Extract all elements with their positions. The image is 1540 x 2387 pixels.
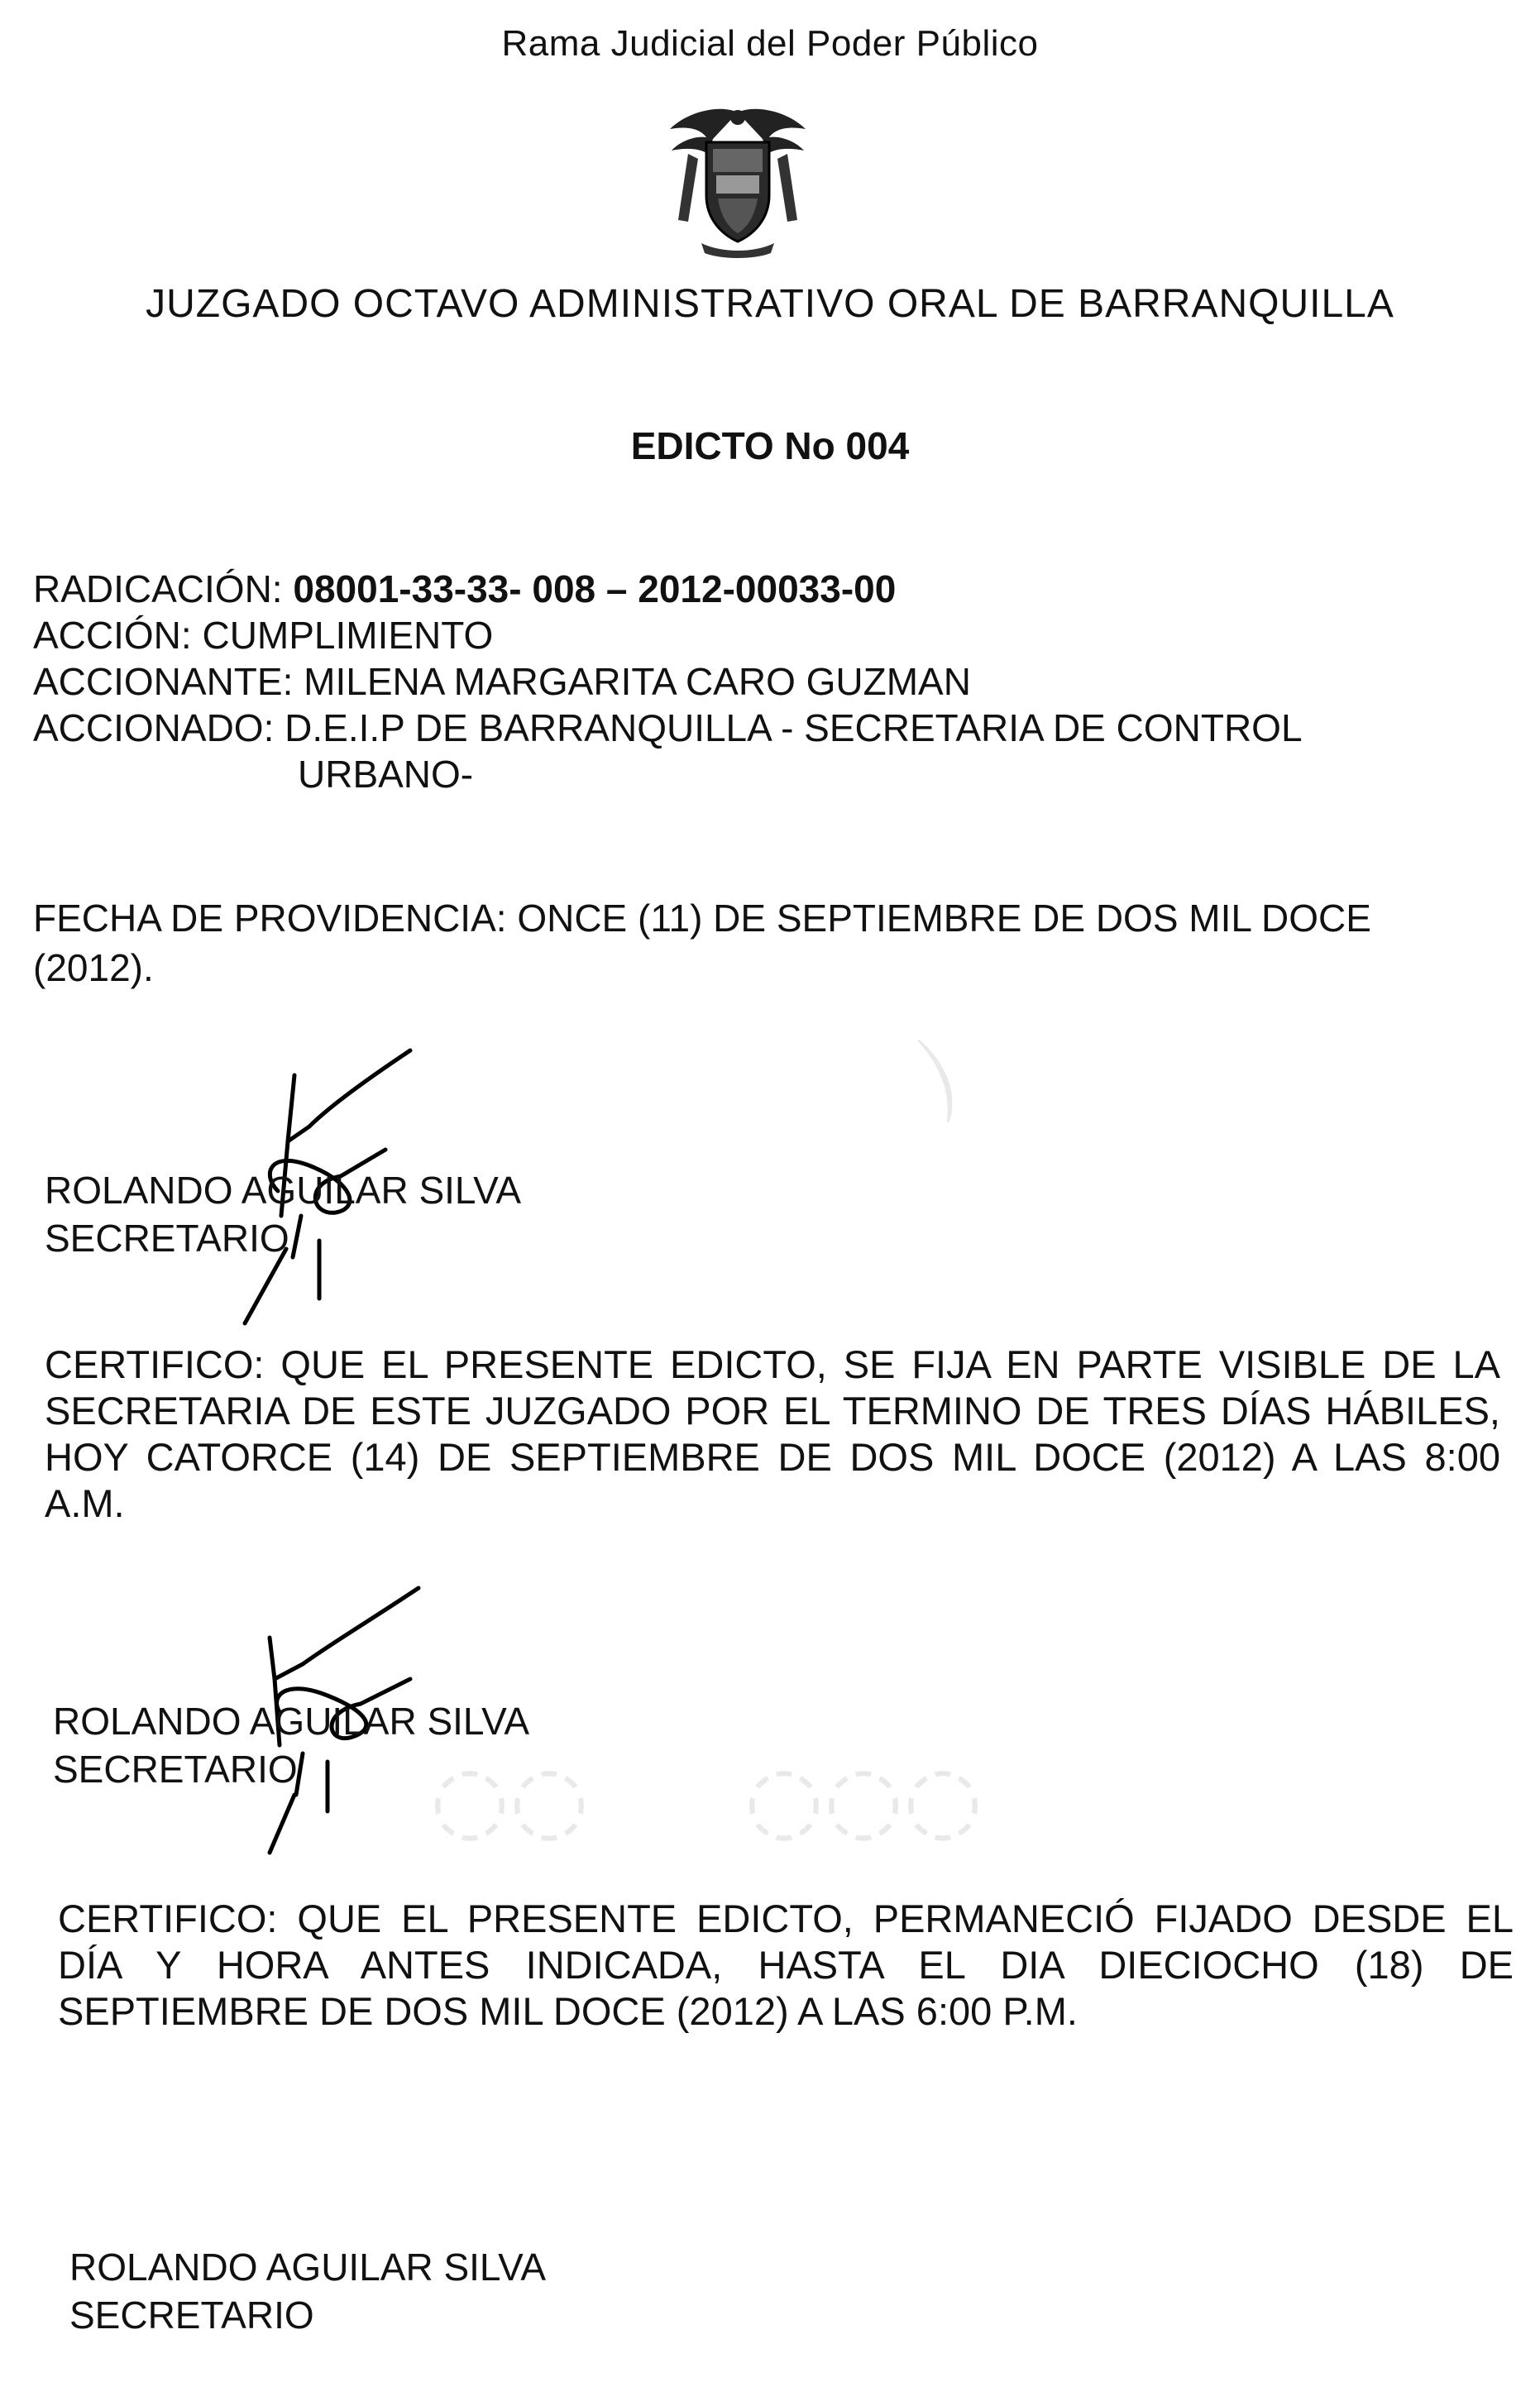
signer-name: ROLANDO AGUILAR SILVA [45, 1169, 522, 1212]
accion-value: CUMPLIMIENTO [202, 614, 494, 657]
radicacion-value: 08001-33-33- 008 – 2012-00033-00 [293, 567, 897, 610]
radicacion-label: RADICACIÓN: [33, 567, 294, 610]
accionado-row-continued [33, 751, 1505, 797]
accion-row [33, 612, 1505, 658]
signer-title: SECRETARIO [53, 1748, 298, 1791]
signature-block-3 [69, 2243, 546, 2339]
accionante-value: MILENA MARGARITA CARO GUZMAN [304, 660, 971, 703]
branch-title: Rama Judicial del Poder Público [501, 23, 1039, 64]
accionante-row [33, 658, 1505, 705]
accionado-value: D.E.I.P DE BARRANQUILLA - SECRETARIA DE CONTROL [285, 706, 1303, 749]
faint-stamp-mark: ◌◌ [430, 1745, 589, 1851]
signature-block-1 [45, 1166, 521, 1262]
certificate-removal: CERTIFICO: QUE EL PRESENTE EDICTO, PERMANECIÓ FIJADO DESDE EL DÍA Y HORA ANTES INDICADA, HASTA EL DIA DIECIOCHO (18) DE SEPTIEMBRE DE DOS MIL DOCE (2012) A LAS 6:00 P.M. [58, 1897, 1514, 2033]
certificate-posting: CERTIFICO: QUE EL PRESENTE EDICTO, SE FIJA EN PARTE VISIBLE DE LA SECRETARIA DE ESTE JUZGADO POR EL TERMINO DE TRES DÍAS HÁBILES, HOY CATORCE (14) DE SEPTIEMBRE DE DOS MIL DOCE (2012) A LAS 8:00 A.M. [45, 1342, 1500, 1525]
signer-title: SECRETARIO [69, 2294, 314, 2337]
edict-number: EDICTO No 004 [630, 424, 910, 467]
radicacion-row [33, 566, 1505, 612]
accion-label: ACCIÓN: [33, 614, 203, 657]
accionado-value-continued: URBANO- [298, 753, 474, 796]
faint-stamp-mark: ⌒ [833, 1016, 964, 1138]
accionado-label: ACCIONADO: [33, 706, 285, 749]
providencia-line-1: FECHA DE PROVIDENCIA: ONCE (11) DE SEPTIEMBRE DE DOS MIL DOCE [33, 897, 1371, 940]
court-name: JUZGADO OCTAVO ADMINISTRATIVO ORAL DE BARRANQUILLA [146, 282, 1394, 326]
signature-block-2 [53, 1697, 529, 1793]
providencia-line-2: (2012). [33, 946, 154, 989]
signer-name: ROLANDO AGUILAR SILVA [69, 2246, 547, 2289]
coat-of-arms-icon [655, 96, 820, 261]
accionado-row [33, 705, 1505, 751]
faint-stamp-mark: ◌◌◌ [744, 1745, 983, 1851]
signer-name: ROLANDO AGUILAR SILVA [53, 1700, 530, 1743]
providencia-date [33, 893, 1505, 993]
case-details [33, 566, 1505, 797]
accionante-label: ACCIONANTE: [33, 660, 304, 703]
signer-title: SECRETARIO [45, 1217, 289, 1260]
